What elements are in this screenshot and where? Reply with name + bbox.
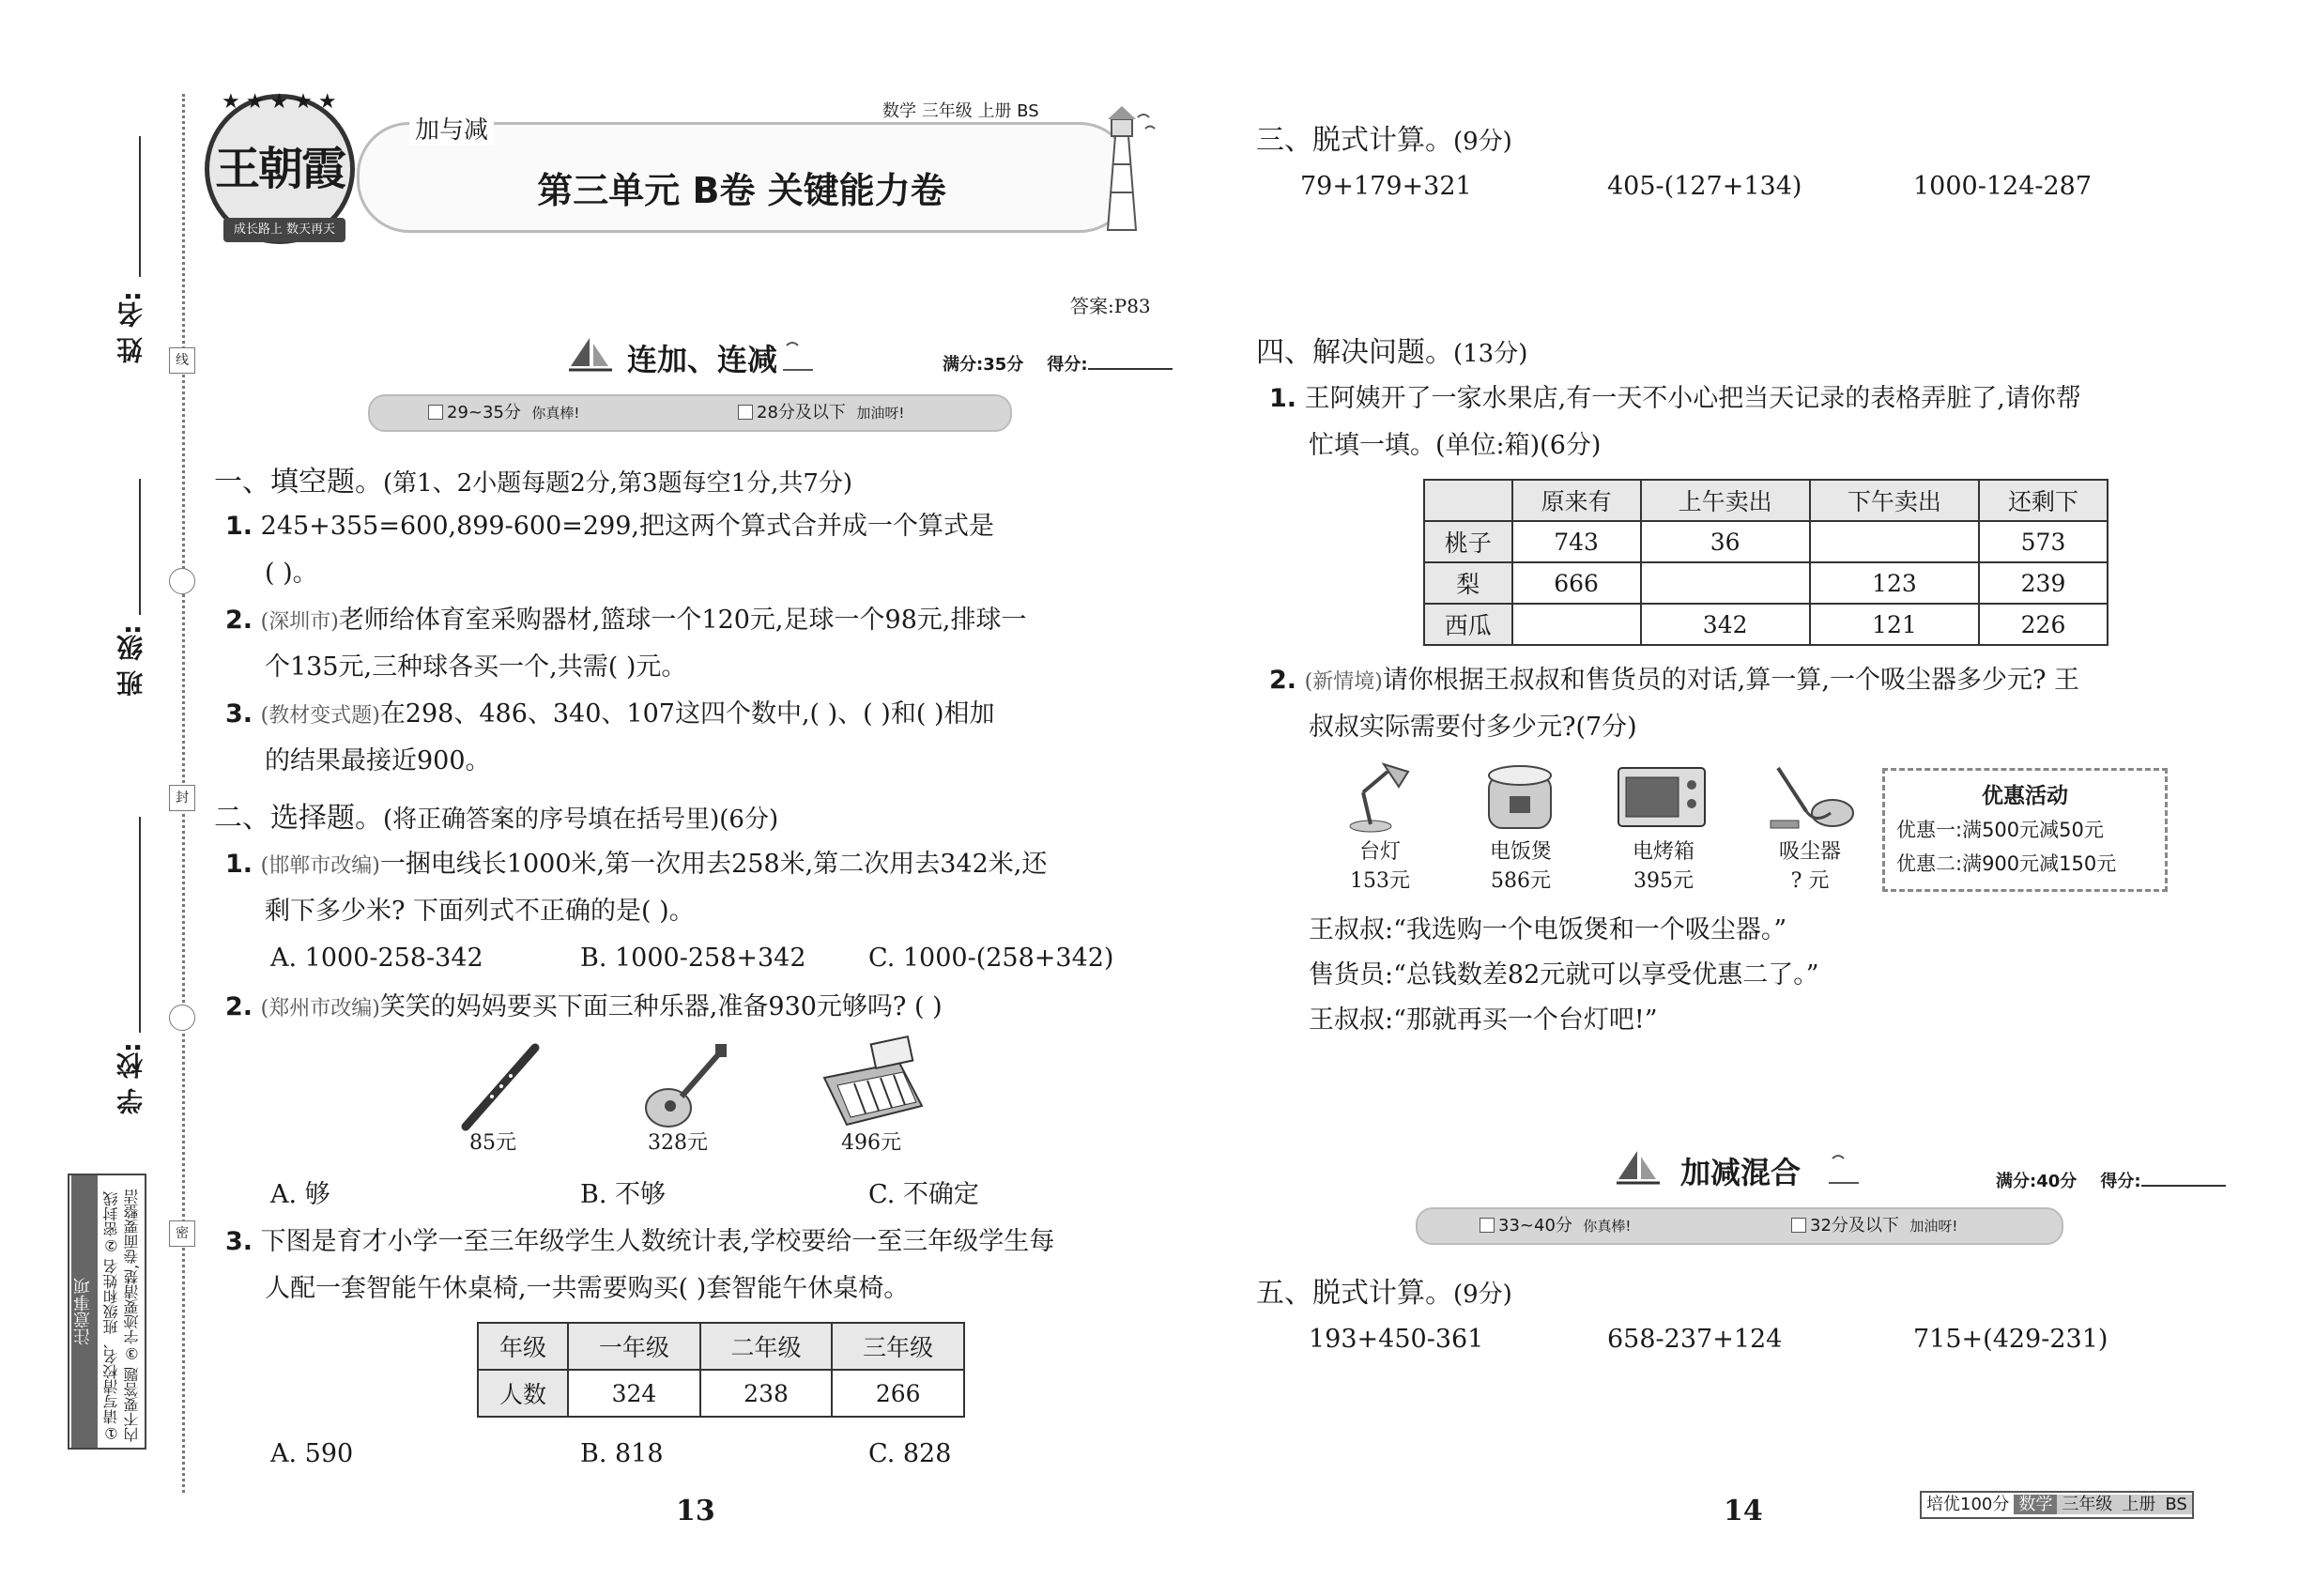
promo-1: 优惠一:满500元减50元 (1896, 819, 2104, 841)
s2-q2-option-b[interactable]: B. 不够 (580, 1180, 667, 1209)
table-cell: 324 (568, 1370, 700, 1417)
s2-q3-option-a[interactable]: A. 590 (270, 1439, 354, 1468)
s5-expr-3: 715+(429-231) (1913, 1325, 2108, 1354)
footer-term: 上册 (2117, 1495, 2160, 1514)
part2-full-score: 满分:40分 (1996, 1172, 2078, 1191)
part1-banner: 连加、连减 (627, 342, 778, 377)
blank-cell[interactable] (1810, 521, 1979, 562)
s2-q1-line2[interactable]: 剩下多少米? 下面列式不正确的是( )。 (265, 897, 695, 926)
dialog-2: 售货员:“总钱数差82元就可以享受优惠二了。” (1309, 960, 1819, 990)
s2-q3-option-b[interactable]: B. 818 (580, 1439, 664, 1468)
part2-rating-bar: 33~40分 你真棒! 32分及以下 加油呀! (1416, 1207, 2063, 1245)
s2-q3-line1: 3. 下图是育才小学一至三年级学生人数统计表,学校要给一至三年级学生每 (225, 1227, 1055, 1256)
seal-circle-icon (169, 568, 195, 594)
part2-score-label: 得分: (2100, 1172, 2141, 1191)
table-row-label: 人数 (478, 1370, 568, 1417)
product-price: 586元 (1491, 869, 1551, 893)
header-topic: 加与减 (409, 111, 494, 146)
name-line (139, 136, 141, 277)
fruit-table (1423, 479, 2108, 646)
part1-full-score: 满分:35分 (943, 355, 1024, 375)
s2-q3-line2[interactable]: 人配一套智能午休桌椅,一共需要购买( )套智能午休桌椅。 (265, 1274, 910, 1303)
footer-grade: 三年级 (2057, 1495, 2117, 1514)
s1-q2-line2[interactable]: 个135元,三种球各买一个,共需( )元。 (265, 652, 687, 682)
section-4-title: 四、解决问题。(13分) (1256, 336, 1528, 369)
s2-q1-line1: 1. (邯郸市改编)一捆电线长1000米,第一次用去258米,第二次用去342米,还 (225, 850, 1048, 879)
s4-q2-line1: 2. (新情境)请你根据王叔叔和售货员的对话,算一算,一个吸尘器多少元? 王 (1269, 666, 2080, 695)
flute-price: 85元 (469, 1131, 516, 1155)
answer-ref: 答案:P83 (1070, 295, 1151, 317)
table-header (1424, 480, 1512, 521)
s4-q1-line1: 1. 王阿姨开了一家水果店,有一天不小心把当天记录的表格弄脏了,请你帮 (1269, 384, 2081, 413)
s5-expr-1: 193+450-361 (1309, 1325, 1484, 1354)
lighthouse-icon (1080, 99, 1164, 239)
s2-q2-option-a[interactable]: A. 够 (270, 1180, 330, 1209)
rating-checkbox[interactable] (1791, 1218, 1806, 1233)
part1-score (943, 351, 1173, 376)
s1-q1-line1: 1. 245+355=600,899-600=299,把这两个算式合并成一个算式是 (225, 512, 995, 541)
product-price: ? 元 (1790, 869, 1830, 893)
seal-mark-seal: 封 (169, 785, 195, 811)
s4-q2-line2: 叔叔实际需要付多少元?(7分) (1309, 713, 1637, 742)
product-price: 153元 (1350, 869, 1410, 893)
table-header: 二年级 (700, 1323, 833, 1370)
product-rice-cooker (1476, 836, 1566, 894)
part2-score-blank[interactable] (2141, 1185, 2226, 1187)
table-row: 桃子 743 36 573 (1424, 521, 2108, 562)
product-name: 台灯 (1358, 840, 1401, 864)
wave-icon (1825, 1149, 1863, 1187)
table-cell: 238 (700, 1370, 833, 1417)
sailboat-icon (567, 334, 614, 376)
footer-subject: 数学 (2014, 1495, 2057, 1514)
logo-band: 成长路上 数天再天 (223, 218, 345, 242)
seal-mark-secret: 密 (169, 1220, 195, 1247)
header-info: 数学 三年级 上册 BS (882, 101, 1039, 121)
part1-score-label: 得分: (1047, 355, 1088, 375)
s1-q3-line1: 3. (教材变式题)在298、486、340、107这四个数中,( )、( )和( )相加 (225, 699, 995, 729)
footer-edition: BS (2160, 1495, 2191, 1514)
dialog-3: 王叔叔:“那就再买一个台灯吧!” (1309, 1005, 1658, 1035)
rating-checkbox[interactable] (428, 405, 443, 420)
s2-q2-option-c[interactable]: C. 不确定 (868, 1180, 979, 1209)
part1-rating-bar: 29~35分 你真棒! 28分及以下 加油呀! (368, 394, 1012, 432)
s1-q1-line2[interactable]: ( )。 (265, 559, 318, 588)
promo-2: 优惠二:满900元减150元 (1896, 852, 2117, 875)
student-count-table (477, 1322, 965, 1418)
table-header: 年级 (478, 1323, 568, 1370)
part1-score-blank[interactable] (1088, 368, 1173, 370)
guitar-price: 328元 (648, 1131, 708, 1155)
s1-q3-line2: 的结果最接近900。 (265, 746, 491, 775)
table-header: 下午卖出 (1810, 480, 1979, 521)
s4-q1-line2: 忙填一填。(单位:箱)(6分) (1309, 431, 1602, 460)
part2-banner: 加减混合 (1680, 1155, 1802, 1190)
section-3-title: 三、脱式计算。(9分) (1256, 124, 1512, 157)
keyboard-icon (817, 1031, 929, 1134)
s2-q1-option-b[interactable]: B. 1000-258+342 (580, 944, 806, 973)
rating-checkbox[interactable] (738, 405, 753, 420)
logo-text: 王朝霞 (214, 143, 345, 195)
rating-checkbox[interactable] (1480, 1218, 1495, 1233)
name-label: 姓 名: (115, 291, 146, 363)
table-header: 原来有 (1512, 480, 1641, 521)
table-row: 梨 666 123 239 (1424, 562, 2108, 604)
notice-box (68, 1174, 146, 1450)
class-label: 班 级: (115, 624, 146, 697)
school-label: 学 校: (115, 1042, 146, 1114)
product-lamp (1342, 836, 1418, 894)
promo-title: 优惠活动 (1982, 784, 2068, 808)
table-header: 三年级 (832, 1323, 964, 1370)
s2-q1-option-c[interactable]: C. 1000-(258+342) (868, 944, 1114, 973)
page-number-left: 13 (676, 1495, 715, 1527)
keyboard-price: 496元 (841, 1131, 901, 1155)
s3-expr-2: 405-(127+134) (1607, 172, 1802, 201)
s2-q2-line1: 2. (郑州市改编)笑笑的妈妈要买下面三种乐器,准备930元够吗? ( ) (225, 992, 943, 1021)
vacuum-icon (1765, 759, 1859, 834)
s3-expr-3: 1000-124-287 (1913, 172, 2093, 201)
section-5-title: 五、脱式计算。(9分) (1256, 1277, 1512, 1310)
blank-cell[interactable] (1512, 604, 1641, 645)
s3-expr-1: 79+179+321 (1300, 172, 1472, 201)
footer-badge (1920, 1491, 2194, 1519)
guitar-icon (638, 1040, 732, 1134)
dialog-1: 王叔叔:“我选购一个电饭煲和一个吸尘器。” (1309, 915, 1787, 944)
flute-icon (454, 1040, 548, 1134)
logo-stars-icon: ★★★★★ (222, 90, 343, 114)
section-2-title: 二、选择题。(将正确答案的序号填在括号里)(6分) (214, 802, 779, 835)
table-header: 上午卖出 (1641, 480, 1810, 521)
product-vacuum (1765, 836, 1855, 894)
s1-q2-line1: 2. (深圳市)老师给体育室采购器材,篮球一个120元,足球一个98元,排球一 (225, 606, 1027, 635)
sailboat-icon (1615, 1147, 1662, 1189)
rice-cooker-icon (1481, 757, 1560, 836)
footer-brand: 培优100分 (1922, 1495, 2014, 1514)
s2-q1-option-a[interactable]: A. 1000-258-342 (270, 944, 483, 973)
school-line (139, 817, 141, 1033)
product-name: 电烤箱 (1632, 840, 1694, 864)
table-cell: 266 (832, 1370, 964, 1417)
product-price: 395元 (1633, 869, 1694, 893)
oven-icon (1615, 762, 1709, 832)
s2-q3-option-c[interactable]: C. 828 (868, 1439, 952, 1468)
product-oven (1618, 836, 1709, 894)
desk-lamp-icon (1342, 759, 1418, 834)
notice-text: ①请写清校名、班级和姓名 ②密封线内不要答题 ③字迹要清楚,卷面要整洁 (102, 1189, 141, 1442)
table-header: 一年级 (568, 1323, 700, 1370)
product-name: 吸尘器 (1778, 840, 1841, 864)
seal-mark-line: 线 (169, 347, 195, 374)
notice-title: 注意事项 (71, 1175, 98, 1448)
part2-score (1996, 1168, 2226, 1192)
page-title: 第三单元 B卷 关键能力卷 (537, 170, 946, 211)
class-line (139, 479, 141, 615)
product-name: 电饭煲 (1489, 840, 1552, 864)
wave-icon (779, 336, 817, 374)
s5-expr-2: 658-237+124 (1607, 1325, 1783, 1354)
table-row: 西瓜 342 121 226 (1424, 604, 2108, 645)
table-header: 还剩下 (1979, 480, 2108, 521)
blank-cell[interactable] (1641, 562, 1810, 604)
promotion-box (1882, 768, 2168, 892)
seal-circle-icon (169, 1005, 195, 1031)
section-1-title: 一、填空题。(第1、2小题每题2分,第3题每空1分,共7分) (214, 466, 853, 499)
page-number-right: 14 (1724, 1495, 1763, 1527)
